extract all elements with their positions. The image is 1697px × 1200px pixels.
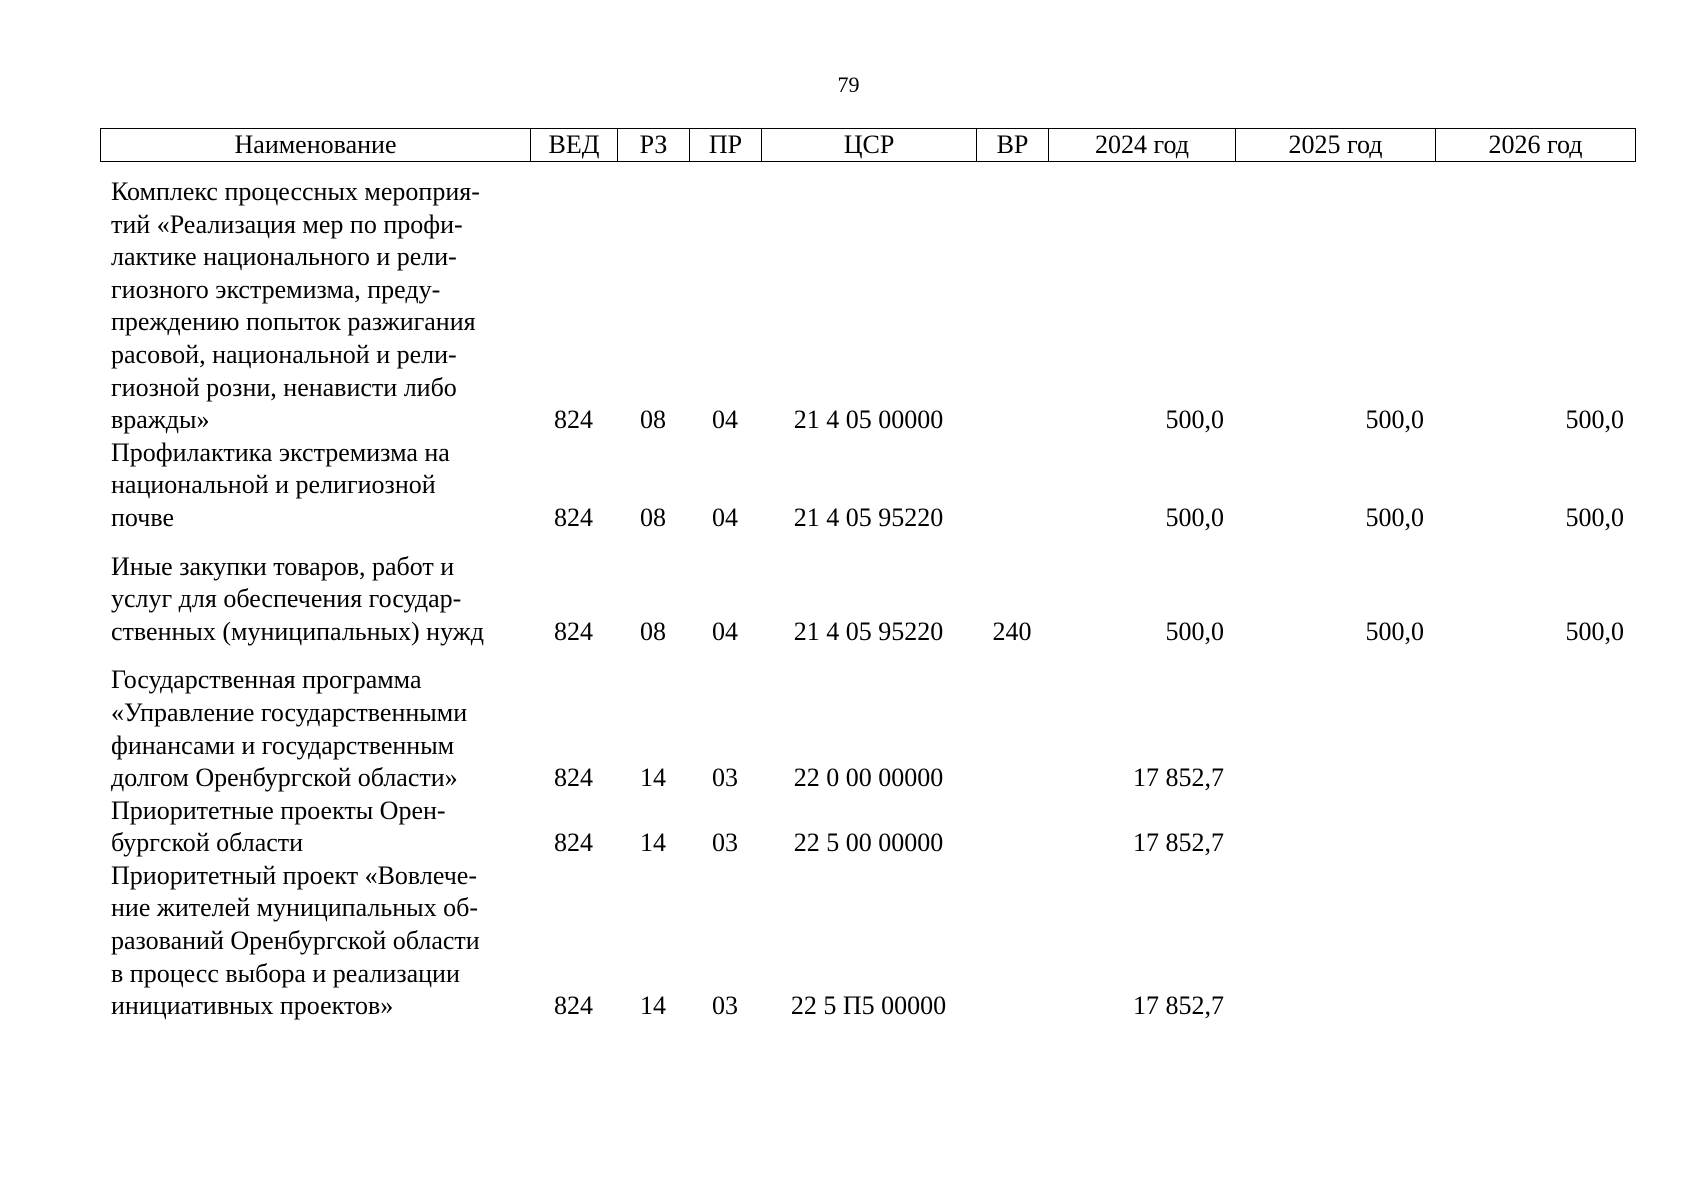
row-name-line: услуг для обеспечения государ- xyxy=(111,584,462,614)
row-name-line: ние жителей муниципальных об- xyxy=(111,893,478,923)
row-amount-2026: 500,0 xyxy=(1565,616,1624,646)
row-amount-2026 xyxy=(1435,860,1635,1023)
row-spacer-cell xyxy=(100,535,1635,551)
row-spacer-cell xyxy=(100,648,1635,664)
row-name-line: национальной и религиозной xyxy=(111,470,436,500)
row-spacer xyxy=(100,648,1635,664)
row-amount-2024: 500,0 xyxy=(1165,616,1224,646)
table-row xyxy=(100,795,1635,860)
row-vr xyxy=(976,664,1048,794)
row-pr: 04 xyxy=(712,616,738,646)
row-ved: 824 xyxy=(554,763,593,793)
row-amount-2026 xyxy=(1435,795,1635,860)
row-ved: 824 xyxy=(554,616,593,646)
row-ved: 824 xyxy=(554,991,593,1021)
column-header-name: Наименование xyxy=(101,129,531,162)
table-row xyxy=(100,176,1635,437)
row-amount-2026 xyxy=(1435,664,1635,794)
row-name xyxy=(100,860,530,1023)
column-header-vr: ВР xyxy=(977,129,1049,162)
row-amount-2024: 17 852,7 xyxy=(1133,828,1224,858)
column-header-ved: ВЕД xyxy=(531,129,618,162)
row-vr: 240 xyxy=(992,616,1032,646)
budget-table xyxy=(100,176,1635,1023)
row-name-line: в процесс выбора и реализации xyxy=(111,958,460,988)
row-name xyxy=(100,795,530,860)
row-name-line: вражды» xyxy=(111,405,210,435)
column-header-rz: РЗ xyxy=(618,129,690,162)
row-vr xyxy=(976,437,1048,535)
row-amount-2024: 500,0 xyxy=(1165,502,1224,532)
table-row xyxy=(100,860,1635,1023)
row-amount-2025: 500,0 xyxy=(1365,616,1424,646)
row-name-line: разований Оренбургской области xyxy=(111,926,480,956)
row-name-line: лактике национального и рели- xyxy=(111,242,457,272)
row-rz: 08 xyxy=(640,616,666,646)
row-name xyxy=(100,176,530,437)
row-name xyxy=(100,551,530,649)
row-pr: 04 xyxy=(712,405,738,435)
column-header-2024: 2024 год xyxy=(1049,129,1236,162)
row-csr: 21 4 05 00000 xyxy=(793,405,944,435)
row-rz: 14 xyxy=(640,828,666,858)
row-csr: 22 0 00 00000 xyxy=(793,763,944,793)
row-amount-2025 xyxy=(1235,860,1435,1023)
row-pr: 03 xyxy=(712,828,738,858)
table-row xyxy=(100,551,1635,649)
row-amount-2024: 17 852,7 xyxy=(1133,991,1224,1021)
row-name-line: расовой, национальной и рели- xyxy=(111,339,457,369)
row-rz: 08 xyxy=(640,502,666,532)
row-amount-2024: 500,0 xyxy=(1165,405,1224,435)
column-header-2025: 2025 год xyxy=(1236,129,1436,162)
row-pr: 04 xyxy=(712,502,738,532)
row-amount-2024: 17 852,7 xyxy=(1133,763,1224,793)
row-rz: 14 xyxy=(640,763,666,793)
row-spacer xyxy=(100,535,1635,551)
row-name-line: Государственная программа xyxy=(111,665,422,695)
row-vr xyxy=(976,860,1048,1023)
column-header-csr: ЦСР xyxy=(762,129,977,162)
row-name-line: гиозного экстремизма, преду- xyxy=(111,274,441,304)
row-ved: 824 xyxy=(554,828,593,858)
row-csr: 21 4 05 95220 xyxy=(793,616,944,646)
row-name-line: гиозной розни, ненависти либо xyxy=(111,372,457,402)
row-name-line: «Управление государственными xyxy=(111,697,468,727)
row-rz: 14 xyxy=(640,991,666,1021)
row-rz: 08 xyxy=(640,405,666,435)
row-name-line: Приоритетные проекты Орен- xyxy=(111,795,446,825)
table-row xyxy=(100,437,1635,535)
row-pr: 03 xyxy=(712,763,738,793)
row-name-line: Приоритетный проект «Вовлече- xyxy=(111,860,478,890)
row-name-line: финансами и государственным xyxy=(111,730,455,760)
row-name-line: Комплекс процессных мероприя- xyxy=(111,177,480,206)
row-name xyxy=(100,664,530,794)
row-ved: 824 xyxy=(554,405,593,435)
row-name-line: бургской области xyxy=(111,828,304,858)
row-amount-2025: 500,0 xyxy=(1365,405,1424,435)
column-header-pr: ПР xyxy=(690,129,762,162)
row-name-line: Иные закупки товаров, работ и xyxy=(111,551,455,581)
row-vr xyxy=(976,795,1048,860)
row-vr xyxy=(976,176,1048,437)
row-amount-2026: 500,0 xyxy=(1565,502,1624,532)
row-name-line: преждению попыток разжигания xyxy=(111,307,476,337)
row-amount-2025 xyxy=(1235,795,1435,860)
row-name-line: тий «Реализация мер по профи- xyxy=(111,209,463,239)
table-header xyxy=(100,128,1636,162)
table-row xyxy=(100,664,1635,794)
row-name-line: Профилактика экстремизма на xyxy=(111,437,450,467)
row-amount-2025: 500,0 xyxy=(1365,502,1424,532)
row-pr: 03 xyxy=(712,991,738,1021)
row-name-line: ственных (муниципальных) нужд xyxy=(111,616,484,646)
row-name-line: долгом Оренбургской области» xyxy=(111,763,458,793)
row-amount-2026: 500,0 xyxy=(1565,405,1624,435)
row-amount-2025 xyxy=(1235,664,1435,794)
column-header-2026: 2026 год xyxy=(1436,129,1636,162)
row-name xyxy=(100,437,530,535)
row-csr: 22 5 00 00000 xyxy=(793,828,944,858)
row-name-line: инициативных проектов» xyxy=(111,991,394,1021)
row-csr: 21 4 05 95220 xyxy=(793,502,944,532)
page-number: 79 xyxy=(837,72,860,97)
row-ved: 824 xyxy=(554,502,593,532)
row-name-line: почве xyxy=(111,502,174,532)
row-csr: 22 5 П5 00000 xyxy=(790,991,947,1021)
